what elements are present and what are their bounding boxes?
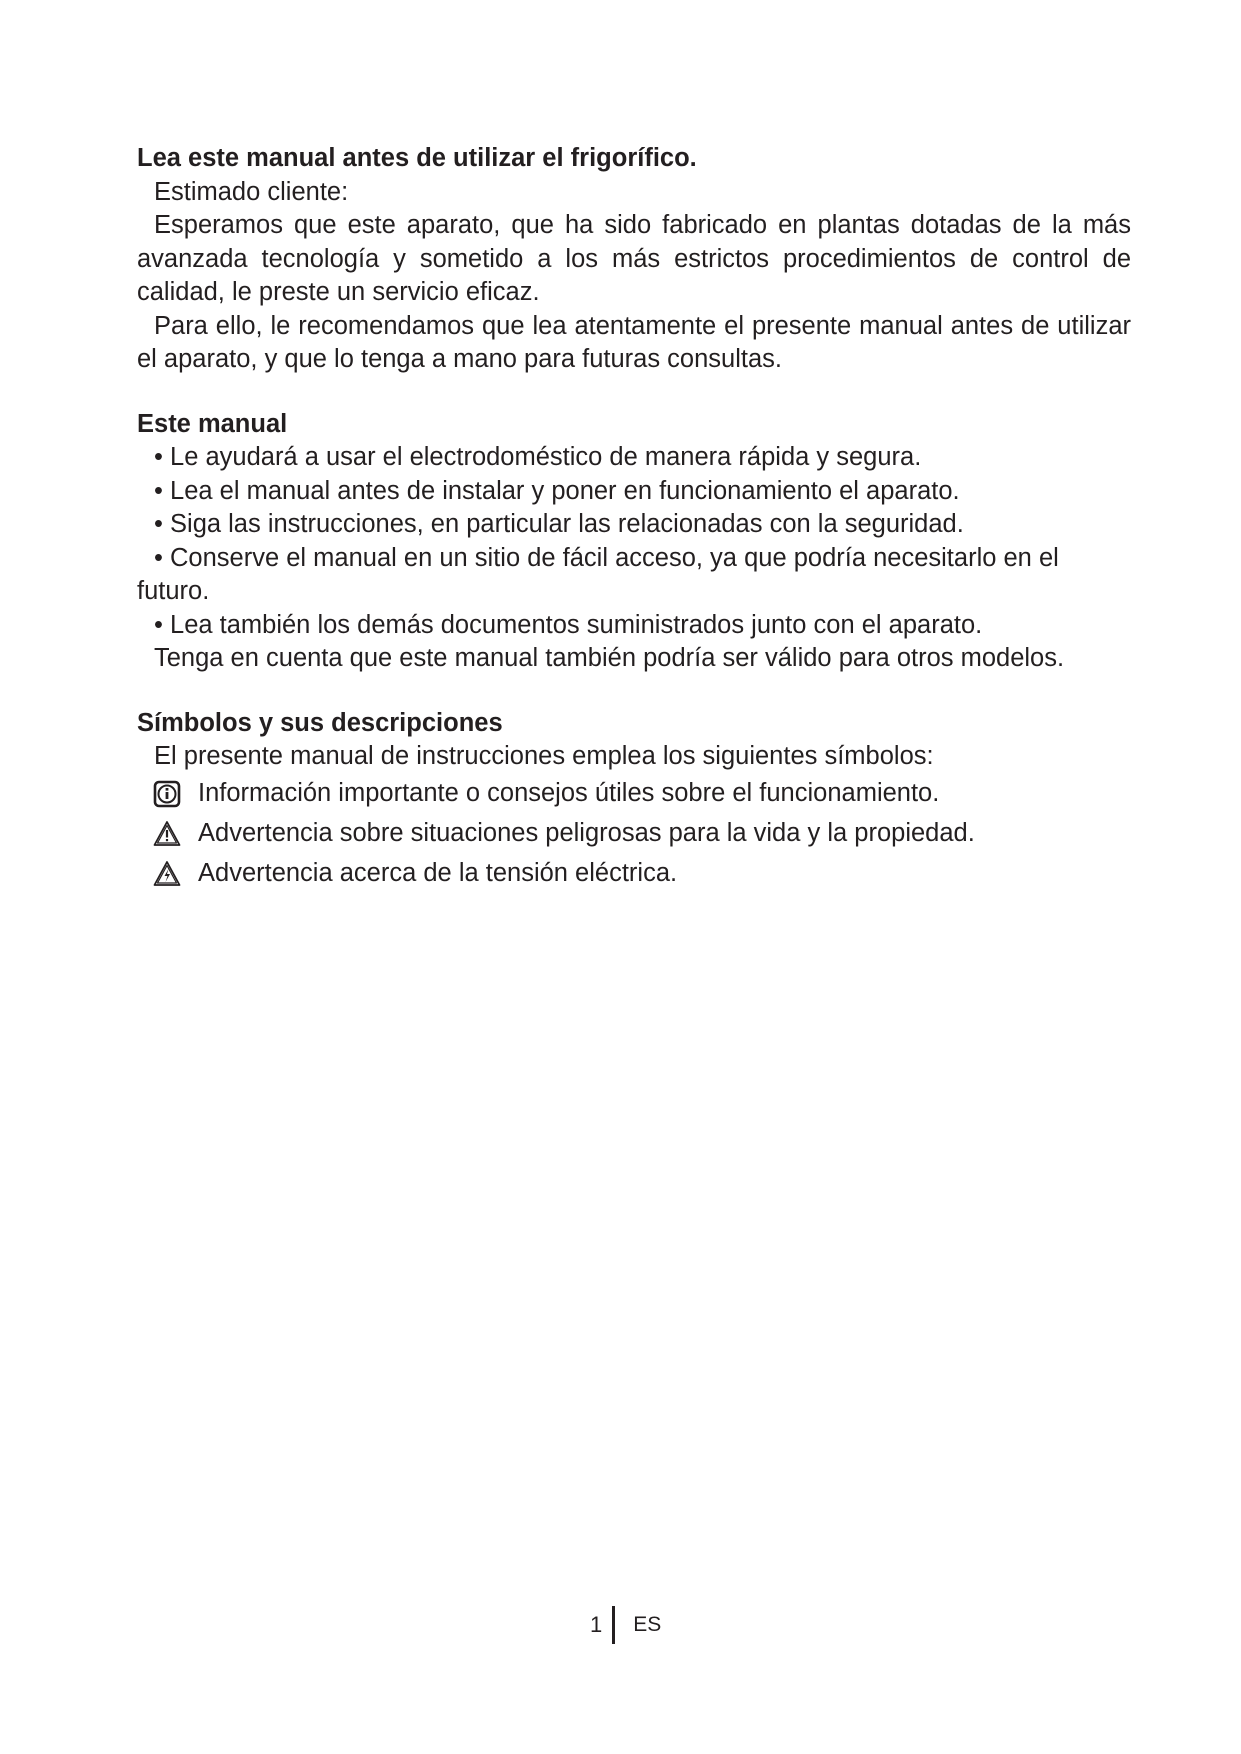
models-note: Tenga en cuenta que este manual también podría ser válido para otros modelos. [154,644,1065,672]
bullet-icon: • [154,543,171,572]
bullet-icon: • [154,610,171,639]
warning-triangle-icon [153,820,181,848]
list-item-text: Lea el manual antes de instalar y poner en funcionamiento el aparato. [170,476,960,505]
list-item-text: Lea también los demás documentos suministrados junto con el aparato. [170,610,983,639]
symbol-description: Información importante o consejos útiles sobre el funcionamiento. [198,778,940,807]
list-item-text: Siga las instrucciones, en particular las relacionadas con la seguridad. [170,510,964,538]
intro-paragraph: Para ello, le recomendamos que lea atentamente el presente manual antes de utilizar el aparato, y que lo tenga a mano para futuras consultas. [137,311,1131,373]
footer-divider [612,1606,615,1644]
page-number: 1 [590,1612,603,1637]
list-item [137,441,1131,475]
bullet-icon: • [154,476,171,505]
symbol-row-electric [137,854,1131,894]
electric-warning-icon [153,860,181,888]
manual-bullet-list [137,441,1131,642]
section-heading-este-manual: Este manual [137,409,288,438]
intro-paragraph: Esperamos que este aparato, que ha sido fabricado en plantas dotadas de la más avanzada tecnología y sometido a los más estrictos procedimientos de control de calidad, le preste un servicio eficaz. [137,211,1131,306]
list-item-text: Conserve el manual en un sitio de fácil acceso, ya que podría necesitarlo en el futuro. [137,543,1059,605]
document-title: Lea este manual antes de utilizar el frigorífico. [137,144,697,172]
symbols-intro: El presente manual de instrucciones emplea los siguientes símbolos: [154,742,934,770]
document-body [137,142,1131,894]
page-footer [590,1605,661,1645]
bullet-icon: • [154,510,171,538]
language-code: ES [633,1613,662,1636]
symbol-description: Advertencia sobre situaciones peligrosas para la vida y la propiedad. [198,818,975,847]
greeting: Estimado cliente: [154,177,349,206]
info-icon [153,780,181,808]
list-item-text: Le ayudará a usar el electrodoméstico de manera rápida y segura. [170,443,922,471]
bullet-icon: • [154,443,171,471]
list-item [137,475,1131,509]
symbol-row-info [137,774,1131,814]
list-item [137,542,1131,609]
symbol-description: Advertencia acerca de la tensión eléctrica. [198,858,678,887]
symbol-row-warning [137,814,1131,854]
list-item [137,609,1131,643]
list-item [137,508,1131,542]
section-heading-simbolos: Símbolos y sus descripciones [137,708,503,737]
